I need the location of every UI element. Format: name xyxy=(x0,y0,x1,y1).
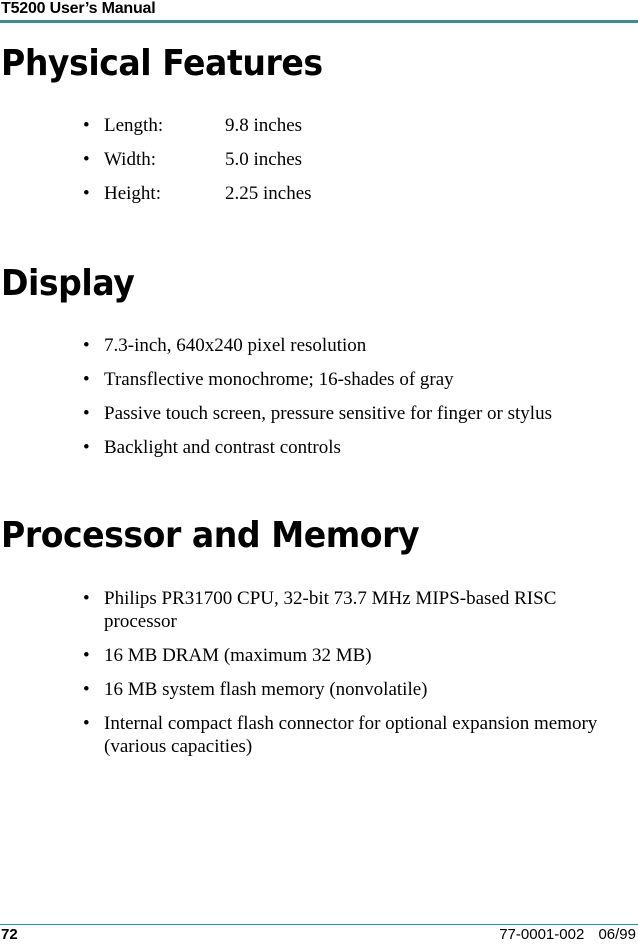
spec-label: Length: xyxy=(104,115,164,136)
list-item-text: Internal compact flash connector for optional expansion memory (various capacities) xyxy=(104,713,598,757)
list-item-text: Passive touch screen, pressure sensitive for finger or stylus xyxy=(104,403,552,424)
list-item xyxy=(0,182,624,205)
footer-rule xyxy=(0,924,638,925)
section-heading-physical-features: Physical Features xyxy=(1,43,323,84)
bullet-icon: • xyxy=(83,645,90,666)
list-item xyxy=(0,334,624,357)
list-item-text: 16 MB system flash memory (nonvolatile) xyxy=(104,679,428,700)
document-number: 77-0001-002 06/99 xyxy=(499,926,636,943)
section-heading-display: Display xyxy=(1,263,135,304)
spec-label: Width: xyxy=(104,149,157,170)
list-item xyxy=(0,712,624,758)
bullet-icon: • xyxy=(83,403,90,424)
list-item-text: 16 MB DRAM (maximum 32 MB) xyxy=(104,645,372,666)
list-item xyxy=(0,678,624,701)
page-number: 72 xyxy=(1,926,18,943)
list-item xyxy=(0,644,624,667)
spec-value: 2.25 inches xyxy=(225,183,312,204)
spec-value: 5.0 inches xyxy=(225,149,303,170)
bullet-icon: • xyxy=(83,335,90,356)
list-item xyxy=(0,436,624,459)
spec-value: 9.8 inches xyxy=(225,115,303,136)
list-item-text: Transflective monochrome; 16-shades of gray xyxy=(104,369,454,390)
bullet-icon: • xyxy=(83,115,90,136)
list-item-text: Backlight and contrast controls xyxy=(104,437,341,458)
bullet-icon: • xyxy=(83,149,90,170)
list-item-text: 7.3-inch, 640x240 pixel resolution xyxy=(104,335,367,356)
list-item-text: Philips PR31700 CPU, 32-bit 73.7 MHz MIPS-based RISC processor xyxy=(104,588,557,632)
list-item xyxy=(0,587,624,633)
spec-label: Height: xyxy=(104,183,161,204)
list-item xyxy=(0,114,624,137)
bullet-icon: • xyxy=(83,588,90,609)
physical-features-list xyxy=(0,114,638,205)
display-list xyxy=(0,334,638,459)
processor-memory-list xyxy=(0,587,638,758)
list-item xyxy=(0,368,624,391)
bullet-icon: • xyxy=(83,369,90,390)
bullet-icon: • xyxy=(83,679,90,700)
running-header: T5200 User’s Manual xyxy=(1,0,156,17)
bullet-icon: • xyxy=(83,713,90,734)
list-item xyxy=(0,148,624,171)
section-heading-processor-memory: Processor and Memory xyxy=(1,515,420,556)
bullet-icon: • xyxy=(83,183,90,204)
list-item xyxy=(0,402,624,425)
header-rule xyxy=(0,20,638,23)
bullet-icon: • xyxy=(83,437,90,458)
